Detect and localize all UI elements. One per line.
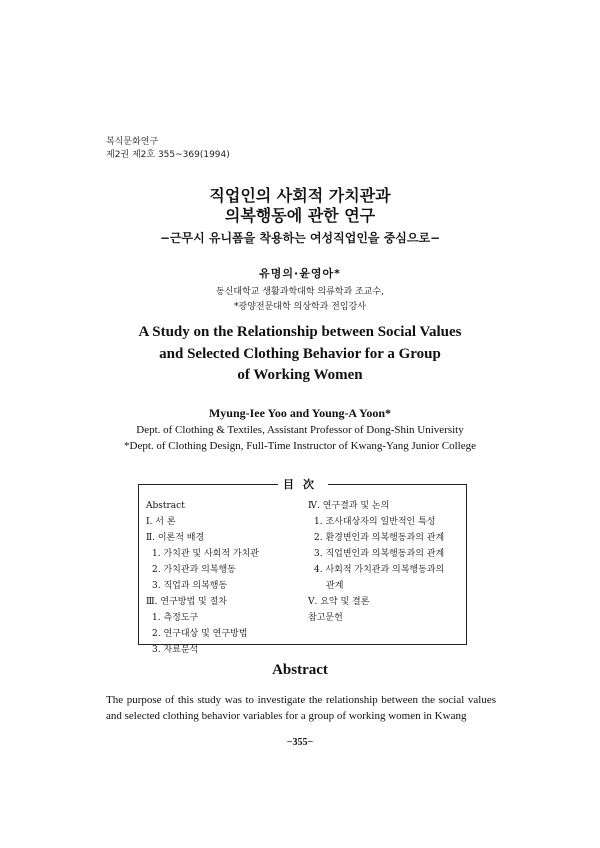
toc-item: 3. 자료분석 [152,645,199,655]
journal-name: 복식문화연구 [106,137,159,147]
toc-item: Ⅴ. 요약 및 결론 [308,597,370,607]
abstract-text: The purpose of this study was to investigate the relationship between the social values and selected clothing behavior variables for a group of working women in Kwang [106,694,496,722]
toc-item: 참고문헌 [308,613,343,623]
toc-right-column [308,498,444,626]
toc-left-column [146,498,259,658]
korean-title-line1: 직업인의 사회적 가치관과 [209,186,391,205]
toc-item: Ⅳ. 연구결과 및 논의 [308,501,390,511]
toc-item: 2. 환경변인과 의복행동과의 관계 [314,533,445,543]
english-title-line1: A Study on the Relationship between Social Values [138,324,462,340]
korean-affiliation-2: *광양전문대학 의상학과 전임강사 [234,302,366,312]
toc-item: Abstract [146,501,185,511]
toc-item: 4. 사회적 가치관과 의복행동과의 [314,565,445,575]
toc-item: 3. 직업과 의복행동 [152,581,228,591]
toc-item: Ⅱ. 이론적 배경 [146,533,205,543]
korean-affiliation-1: 동신대학교 생활과학대학 의류학과 조교수, [216,287,384,297]
journal-issue: 제2권 제2호 355~369(1994) [106,150,230,160]
english-authors: Myung-Iee Yoo and Young-A Yoon* [208,406,392,420]
journal-info [106,136,230,162]
toc-item: Ⅲ. 연구방법 및 절차 [146,597,227,607]
toc-item: 2. 가치관과 의복행동 [152,565,236,575]
korean-authors: 유명의·윤영아* [259,267,341,280]
abstract-heading: Abstract [272,662,328,678]
toc-item: 1. 가치관 및 사회적 가치관 [152,549,259,559]
english-affiliation-2: *Dept. of Clothing Design, Full-Time Instructor of Kwang-Yang Junior College [124,440,476,452]
korean-subtitle: −근무시 유니폼을 착용하는 여성직업인을 중심으로− [159,231,441,245]
toc-title: 目次 [278,476,328,492]
toc-item: 3. 직업변인과 의복행동과의 관계 [314,549,445,559]
english-title-line3: of Working Women [237,367,363,383]
toc-item: 1. 조사대상자의 일반적인 특성 [314,517,436,527]
toc-item: 관계 [326,581,344,591]
page-number: −355− [286,737,314,748]
english-affiliation-1: Dept. of Clothing & Textiles, Assistant Professor of Dong-Shin University [136,424,464,436]
toc-item: Ⅰ. 서 론 [146,517,176,527]
toc-item: 2. 연구대상 및 연구방법 [152,629,248,639]
toc-item: 1. 측정도구 [152,613,199,623]
korean-title-line2: 의복행동에 관한 연구 [224,206,376,225]
english-title-line2: and Selected Clothing Behavior for a Group [159,346,441,362]
